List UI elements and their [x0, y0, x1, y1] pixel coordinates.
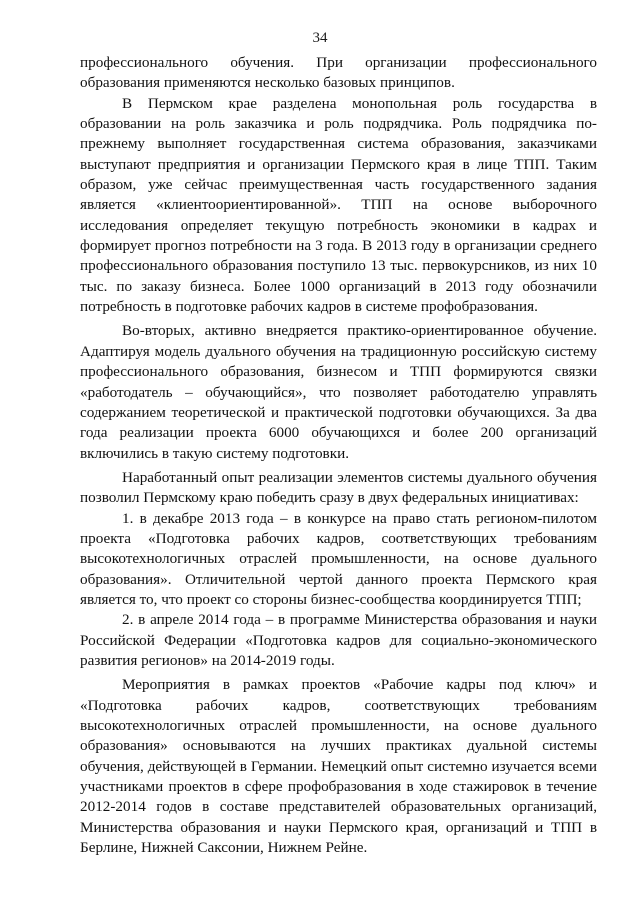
paragraph-intro-continuation: профессионального обучения. При организации профессионального образования применяются несколько базовых принципов. — [80, 54, 597, 92]
list-item-december-2013: 1. в декабре 2013 года – в конкурсе на право стать регионом-пилотом проекта «Подготовка рабочих кадров, соответствующих требованиям высокотехнологичных отраслей промышленности, на основе дуального образования». Отличительной чертой данного проекта Пермского края является то, что проект со стороны бизнес-сообщества координируется ТПП; — [80, 509, 597, 608]
page-number: 34 — [312, 30, 328, 46]
paragraph-federal-initiatives: Наработанный опыт реализации элементов системы дуального обучения позволил Пермскому краю победить сразу в двух федеральных инициативах: — [80, 468, 597, 507]
paragraph-perm-region-roles: В Пермском крае разделена монопольная роль государства в образовании на роль заказчика и роль подрядчика. Роль подрядчика по-прежнему выполняет государственная система образования, заказчиками выступают предприятия и организации Пермского края в лице ТПП. Таким образом, уже сейчас преимущественная часть государственного задания является «клиентоориентированной». ТПП на основе выборочного исследования определяет текущую потребность экономики в кадрах и формирует прогноз потребности на 3 года. В 2013 году в организации среднего профессионального образования поступило 13 тыс. первокурсников, из них 10 тыс. по заказу бизнеса. Более 1000 организаций в 2013 году обозначили потребность в подготовке рабочих кадров в системе профобразования. — [80, 94, 597, 316]
paragraph-practice-oriented-learning: Во-вторых, активно внедряется практико-ориентированное обучение. Адаптируя модель дуального обучения на традиционную российскую систему профессионального образования, бизнесом и ТПП формируются связки «работодатель – обучающийся», что позволяет работодателю управлять содержанием теоретической и практической подготовки обучающихся. За два года реализации проекта 6000 обучающихся и более 200 организаций включились в такую систему подготовки. — [80, 322, 597, 462]
document-body — [80, 53, 597, 858]
paragraph-german-experience: Мероприятия в рамках проектов «Рабочие кадры под ключ» и «Подготовка рабочих кадров, соответствующих требованиям высокотехнологичных отраслей промышленности, на основе дуального образования» основываются на лучших практиках дуальной системы обучения, действующей в Германии. Немецкий опыт системно изучается всеми участниками проектов в сфере профобразования в ходе стажировок в течение 2012-2014 годов в составе представителей образовательных организаций, Министерства образования и науки Пермского края, организаций и ТПП в Берлине, Нижней Саксонии, Нижнем Рейне. — [80, 676, 597, 857]
list-item-april-2014: 2. в апреле 2014 года – в программе Министерства образования и науки Российской Федерации «Подготовка кадров для социально-экономического развития регионов» на 2014-2019 годы. — [80, 611, 597, 669]
